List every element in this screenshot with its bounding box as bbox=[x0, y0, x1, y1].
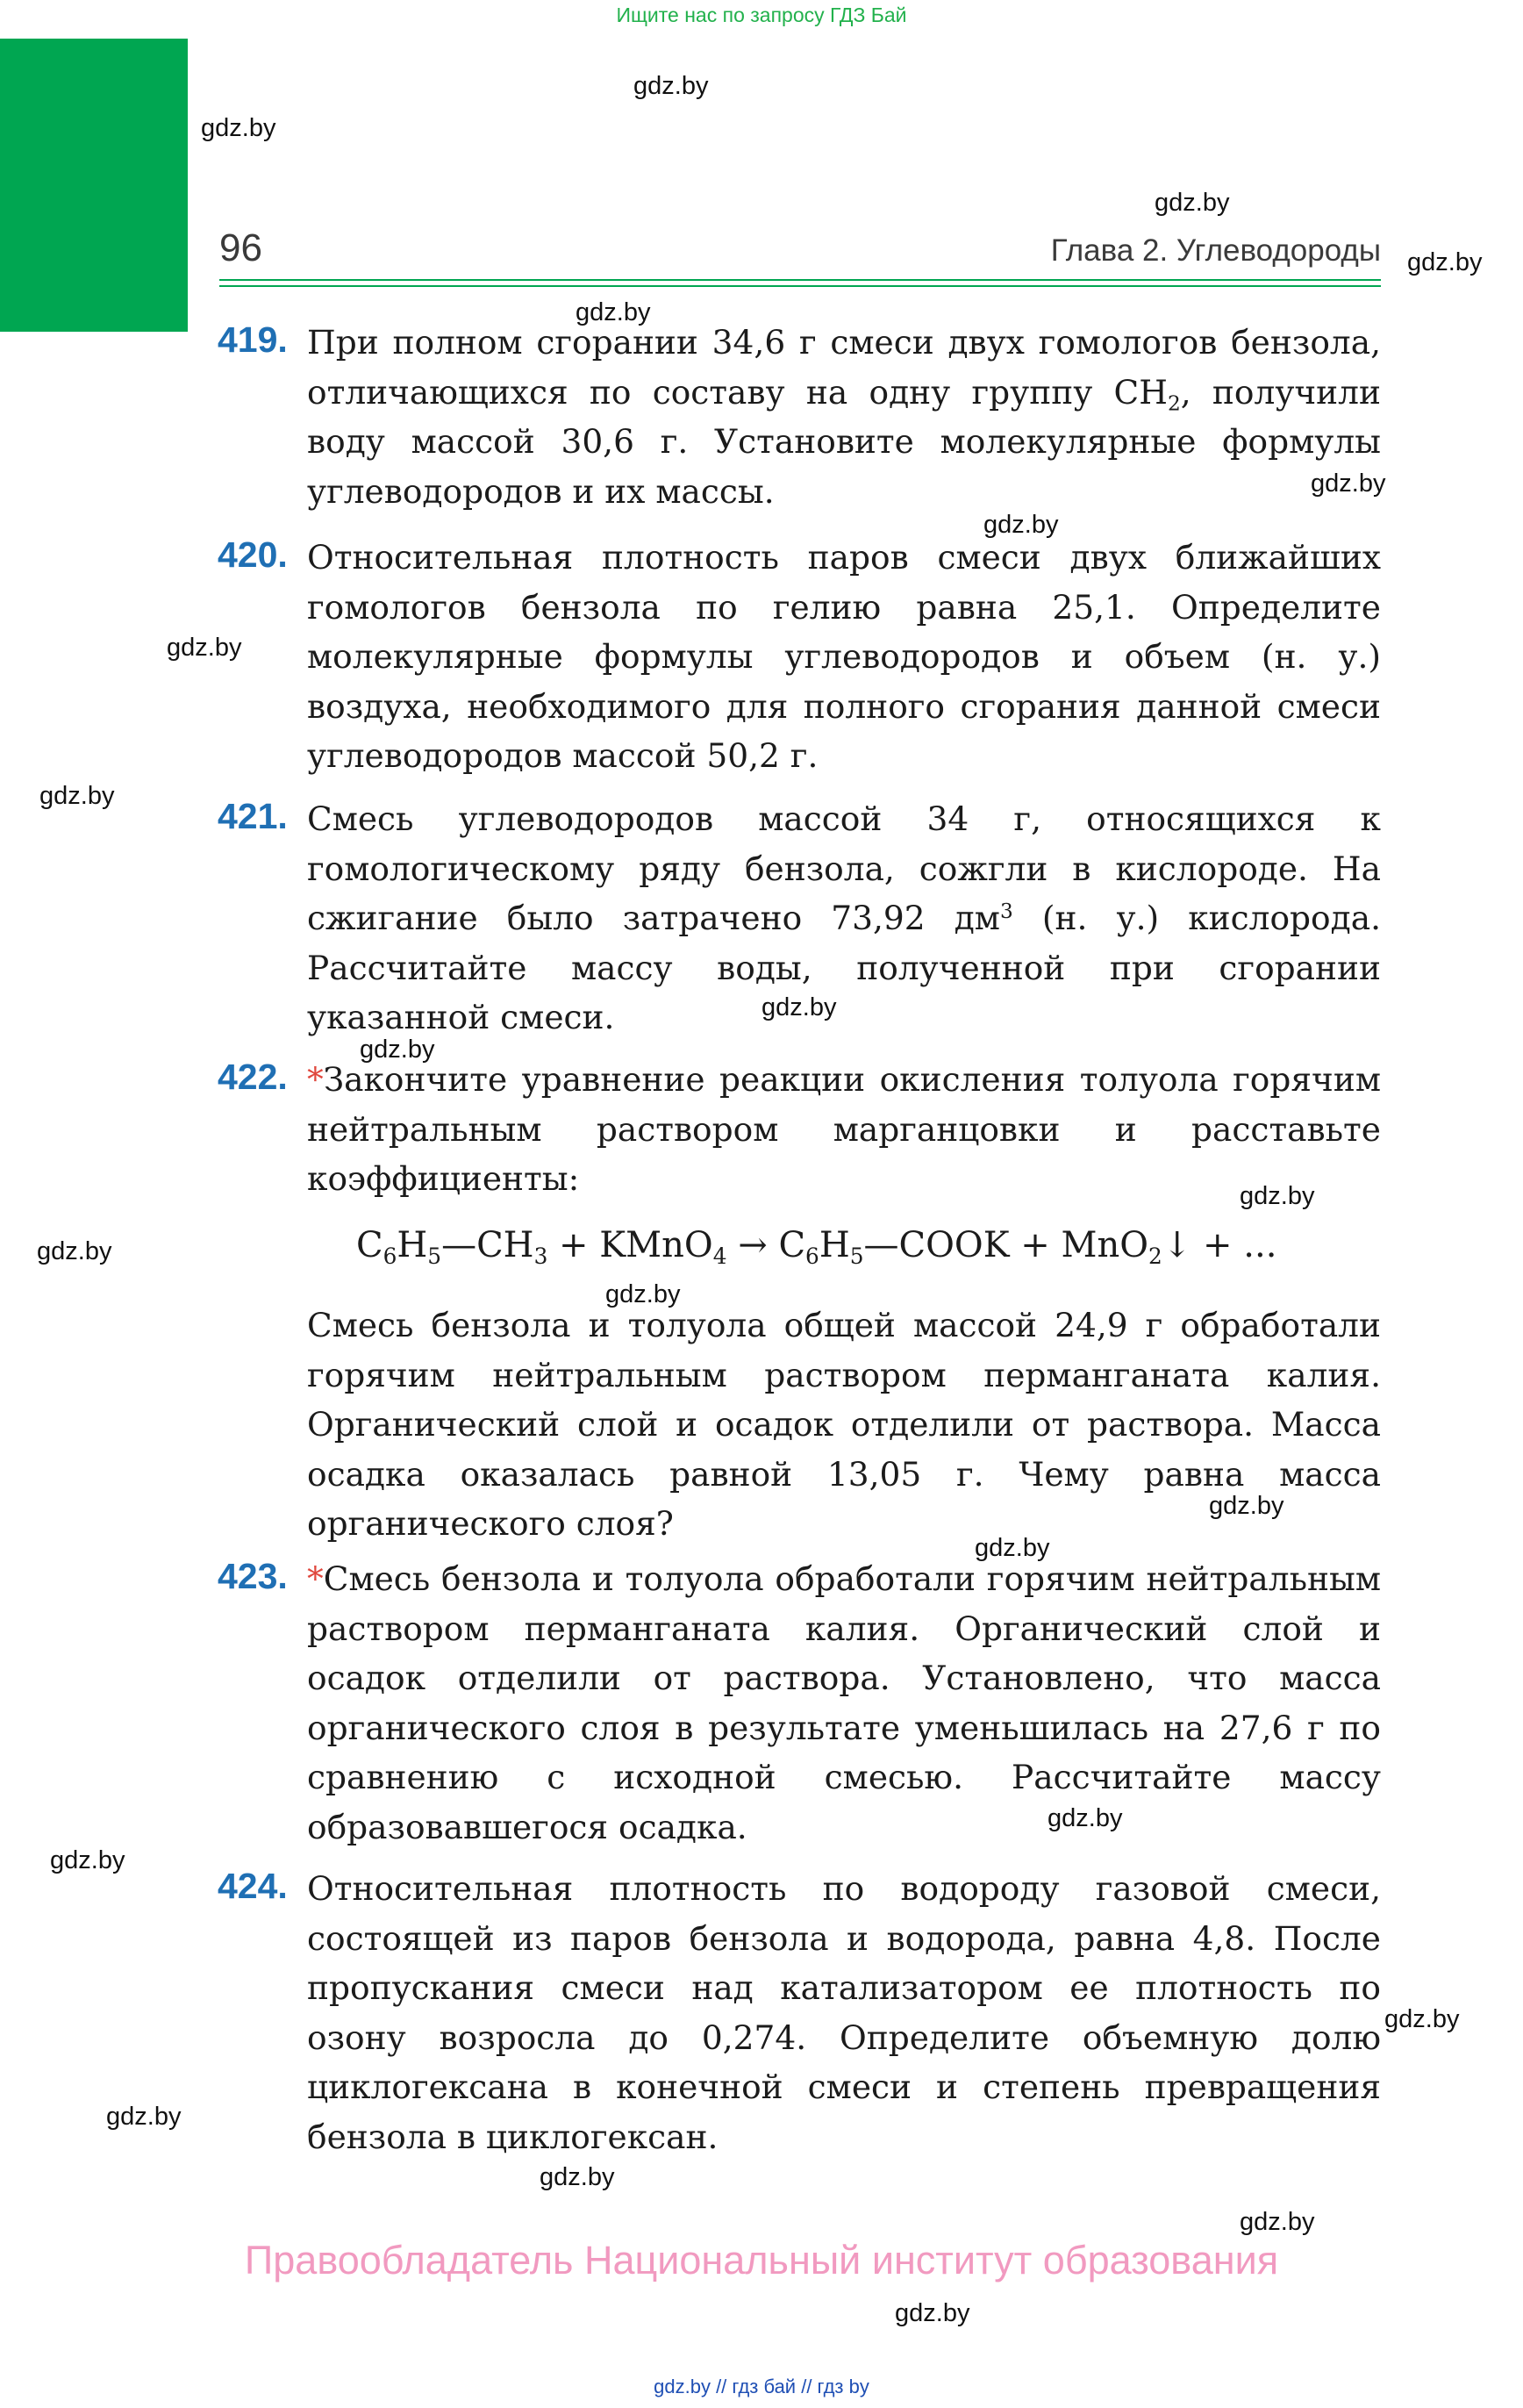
problem-420 bbox=[218, 533, 1381, 781]
watermark: gdz.by bbox=[1384, 2005, 1460, 2033]
watermark: gdz.by bbox=[576, 298, 651, 326]
reaction-equation: $C_6H_5—CH_3$ + KMnO$_4$ → $C_6H_5—COOK$ + MnO$_2$↓ + ... bbox=[356, 1225, 1277, 1269]
watermark: gdz.by bbox=[1407, 248, 1483, 276]
footer-links[interactable]: gdz.by // гдз бай // гдз by bbox=[654, 2376, 869, 2397]
problem-text: При полном сгорании 34,6 г смеси двух гомологов бензола, отличающихся по составу на одну группу $CH_2$, получили воду массой 30,6 г. Установите молекулярные формулы углеводородов и их массы. bbox=[307, 323, 1381, 511]
problem-text: Смесь бензола и толуола общей массой 24,9 г обработали горячим нейтральным раствором перманганата калия. Органический слой и осадок отделили от раствора. Масса осадка оказалась равной 13,05 г. Чему равна масса органического слоя? bbox=[307, 1306, 1381, 1543]
problem-number: 423. bbox=[218, 1556, 288, 1596]
difficulty-star: * bbox=[307, 1559, 324, 1598]
copyright-notice: Правообладатель Национальный институт образования bbox=[244, 2238, 1279, 2283]
watermark: gdz.by bbox=[895, 2299, 970, 2327]
problem-423 bbox=[218, 1554, 1381, 1852]
problem-text: *Смесь бензола и толуола обработали горячим нейтральным раствором перманганата калия. Органический слой и осадок отделили от раствора. Установлено, что масса органического слоя в результате уменьшилась на 27,6 г по сравнению с исходной смесью. Рассчитайте массу образовавшегося осадка. bbox=[307, 1559, 1381, 1846]
watermark: gdz.by bbox=[201, 114, 276, 142]
problem-text: *Закончите уравнение реакции окисления толуола горячим нейтральным раствором марганцовки и расставьте коэффициенты: bbox=[307, 1060, 1381, 1198]
problem-422 bbox=[218, 1055, 1381, 1204]
difficulty-star: * bbox=[307, 1060, 324, 1099]
page-number: 96 bbox=[219, 226, 262, 269]
watermark: gdz.by bbox=[1240, 2208, 1315, 2236]
header-rule bbox=[219, 279, 1381, 281]
watermark: gdz.by bbox=[605, 1280, 681, 1308]
problem-number: 419. bbox=[218, 319, 288, 360]
watermark: gdz.by bbox=[167, 634, 242, 662]
watermark: gdz.by bbox=[1240, 1182, 1315, 1210]
problem-text: Смесь углеводородов массой 34 г, относящихся к гомологическому ряду бензола, сожгли в кислороде. На сжигание было затрачено 73,92 $дм^3$ (н. у.) кислорода. Рассчитайте массу воды, полученной при сгорании указанной смеси. bbox=[307, 799, 1381, 1036]
top-banner[interactable]: Ищите нас по запросу ГДЗ Бай bbox=[616, 4, 907, 26]
problem-number: 424. bbox=[218, 1866, 288, 1906]
problem-number: 422. bbox=[218, 1057, 288, 1097]
watermark: gdz.by bbox=[37, 1237, 112, 1265]
watermark: gdz.by bbox=[1209, 1492, 1284, 1520]
watermark: gdz.by bbox=[540, 2163, 615, 2191]
problem-424 bbox=[218, 1864, 1381, 2161]
watermark: gdz.by bbox=[633, 72, 709, 100]
watermark: gdz.by bbox=[983, 511, 1059, 539]
watermark: gdz.by bbox=[1311, 469, 1386, 498]
watermark: gdz.by bbox=[975, 1534, 1050, 1562]
watermark: gdz.by bbox=[39, 782, 115, 810]
watermark: gdz.by bbox=[50, 1846, 125, 1874]
watermark: gdz.by bbox=[762, 993, 837, 1021]
problem-422-continuation bbox=[218, 1301, 1381, 1549]
chapter-title: Глава 2. Углеводороды bbox=[1050, 233, 1381, 268]
header-rule bbox=[219, 285, 1381, 287]
watermark: gdz.by bbox=[360, 1036, 435, 1064]
problem-text: Относительная плотность по водороду газовой смеси, состоящей из паров бензола и водорода, равна 4,8. После пропускания смеси над катализатором ее плотность по озону возросла до 0,274. Определите объемную долю циклогексана в конечной смеси и степень превращения бензола в циклогексан. bbox=[307, 1869, 1381, 2156]
watermark: gdz.by bbox=[106, 2103, 182, 2131]
problem-number: 420. bbox=[218, 534, 288, 575]
problem-number: 421. bbox=[218, 796, 288, 836]
watermark: gdz.by bbox=[1048, 1804, 1123, 1832]
chapter-color-tab bbox=[0, 39, 188, 332]
problem-text: Относительная плотность паров смеси двух ближайших гомологов бензола по гелию равна 25,1. Определите молекулярные формулы углеводородов и объем (н. у.) воздуха, необходимого для полного сгорания данной смеси углеводородов массой 50,2 г. bbox=[307, 538, 1381, 775]
watermark: gdz.by bbox=[1155, 189, 1230, 217]
problem-419 bbox=[218, 318, 1381, 516]
